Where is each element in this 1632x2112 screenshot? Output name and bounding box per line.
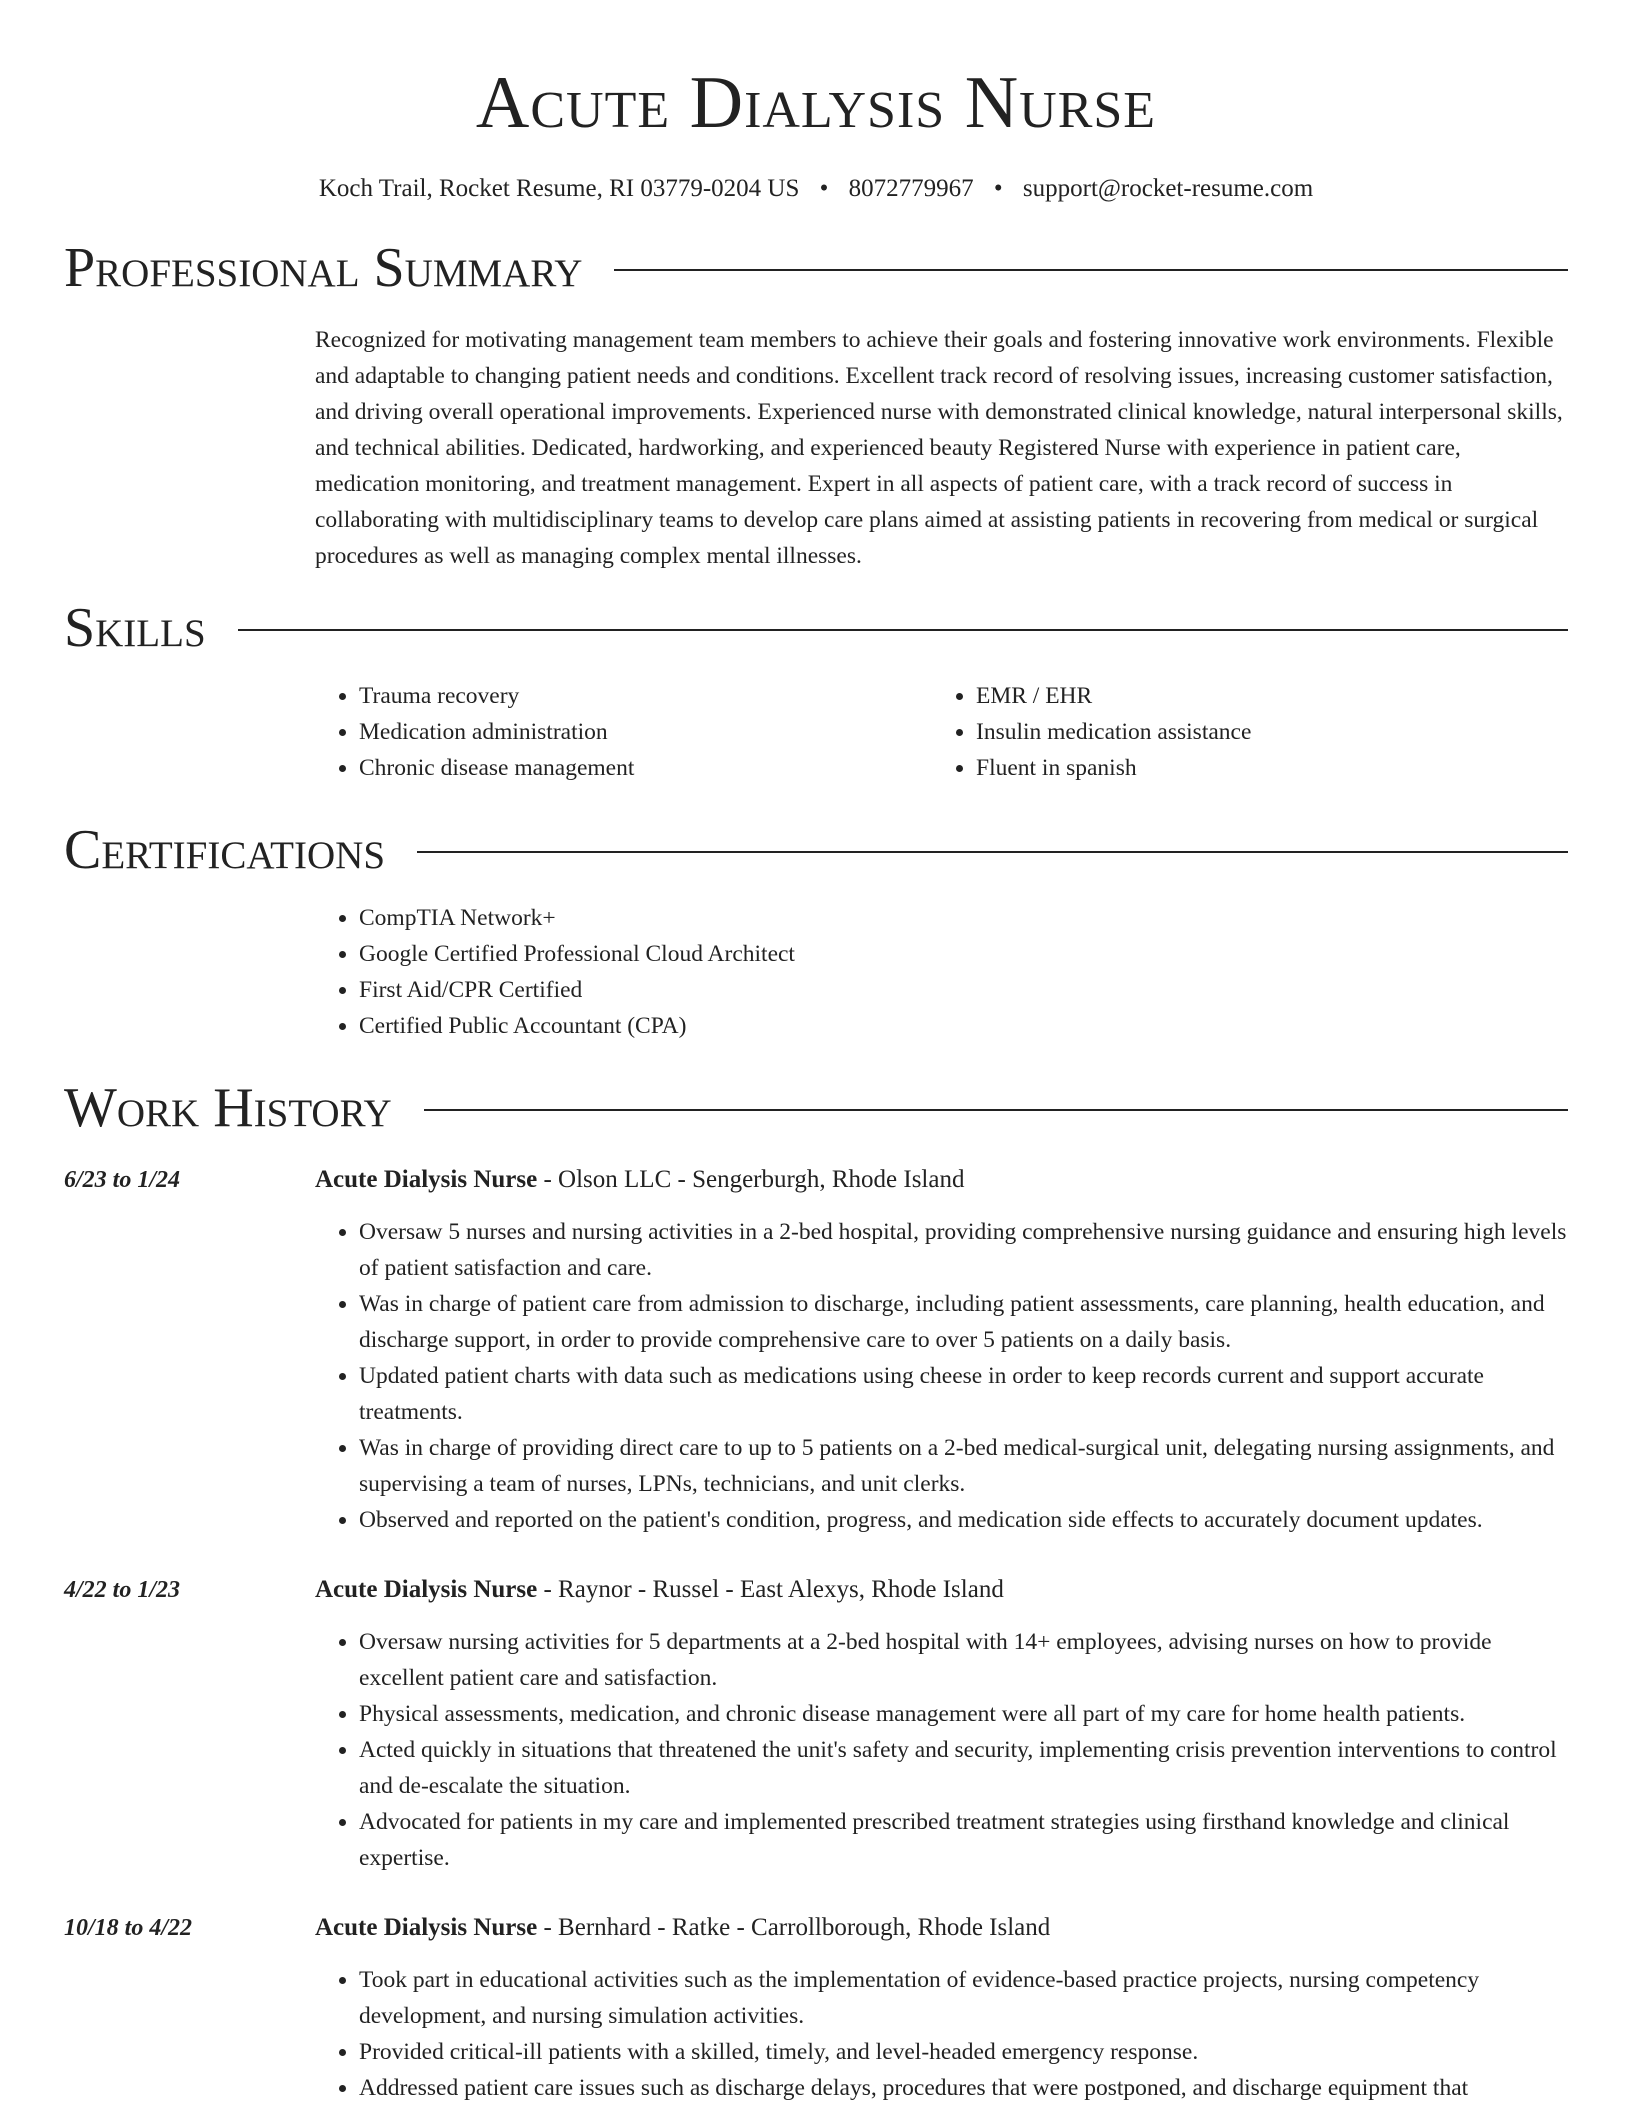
candidate-name: Acute Dialysis Nurse — [475, 62, 1157, 144]
job-details — [315, 1162, 1568, 1538]
skills-column-left — [315, 678, 932, 786]
job-title: Acute Dialysis Nurse — [315, 1166, 538, 1193]
job-entry — [64, 1572, 1568, 1876]
job-bullet: • Physical assessments, medication, and chronic disease management were all part of my care for home health patients. — [359, 1696, 1568, 1732]
job-bullet: • Oversaw nursing activities for 5 departments at a 2-bed hospital with 14+ employees, advising nurses on how to provide excellent patient care and satisfaction. — [359, 1624, 1568, 1696]
certifications-list — [315, 900, 1568, 1044]
skills-column-right — [932, 678, 1549, 786]
job-dates: 4/22 to 1/23 — [64, 1577, 181, 1603]
job-details — [315, 1572, 1568, 1876]
work-history-section — [0, 1076, 1632, 2106]
skill-item: • EMR / EHR — [976, 678, 1549, 714]
certification-item: • Certified Public Accountant (CPA) — [359, 1008, 1568, 1044]
job-employer: - Raynor - Russel - East Alexys, Rhode Island — [537, 1576, 1004, 1603]
section-title: Skills — [64, 597, 206, 659]
contact-address: Koch Trail, Rocket Resume, RI 03779-0204 US — [318, 175, 800, 202]
certifications-body — [64, 900, 1568, 1044]
section-title: Certifications — [64, 819, 386, 881]
section-title: Professional Summary — [64, 237, 583, 299]
skills-list-right — [932, 678, 1549, 786]
skills-grid — [64, 678, 1568, 786]
section-divider — [238, 629, 1568, 631]
job-title-line — [315, 1162, 1568, 1198]
certifications-section — [0, 818, 1632, 1044]
skill-item: • Fluent in spanish — [976, 750, 1549, 786]
contact-line — [0, 172, 1632, 206]
job-bullets — [315, 1624, 1568, 1876]
job-bullet: • Provided critical-ill patients with a skilled, timely, and level-headed emergency response. — [359, 2034, 1568, 2070]
job-employer: - Olson LLC - Sengerburgh, Rhode Island — [537, 1166, 965, 1193]
job-bullets — [315, 1214, 1568, 1538]
contact-separator: • — [819, 175, 829, 202]
contact-phone: 8072779967 — [848, 175, 974, 202]
job-title: Acute Dialysis Nurse — [315, 1576, 538, 1603]
job-bullet: • Observed and reported on the patient's condition, progress, and medication side effects to accurately document updates. — [359, 1502, 1568, 1538]
skill-item: • Medication administration — [359, 714, 932, 750]
certification-item: • Google Certified Professional Cloud Architect — [359, 936, 1568, 972]
job-title: Acute Dialysis Nurse — [315, 1914, 538, 1941]
job-entry — [64, 1910, 1568, 2106]
job-bullet: • Was in charge of patient care from admission to discharge, including patient assessments, care planning, health education, and discharge support, in order to provide comprehensive care to over 5 patients on a daily basis. — [359, 1286, 1568, 1358]
job-bullet: • Updated patient charts with data such as medications using cheese in order to keep records current and support accurate treatments. — [359, 1358, 1568, 1430]
section-title: Work History — [64, 1077, 392, 1139]
job-dates: 6/23 to 1/24 — [64, 1167, 181, 1193]
job-bullet: • Was in charge of providing direct care to up to 5 patients on a 2-bed medical-surgical unit, delegating nursing assignments, and supervising a team of nurses, LPNs, technicians, and unit clerks. — [359, 1430, 1568, 1502]
skill-item: • Trauma recovery — [359, 678, 932, 714]
job-dates: 10/18 to 4/22 — [64, 1915, 193, 1941]
job-bullet: • Acted quickly in situations that threatened the unit's safety and security, implementing crisis prevention interventions to control and de-escalate the situation. — [359, 1732, 1568, 1804]
section-header — [64, 236, 1568, 300]
section-divider — [424, 1109, 1568, 1111]
job-bullet: • Advocated for patients in my care and implemented prescribed treatment strategies using firsthand knowledge and clinical expertise. — [359, 1804, 1568, 1876]
skills-list-left — [315, 678, 932, 786]
section-divider — [614, 269, 1568, 271]
summary-section — [0, 236, 1632, 574]
contact-email: support@rocket-resume.com — [1022, 175, 1314, 202]
job-bullet: • Oversaw 5 nurses and nursing activities in a 2-bed hospital, providing comprehensive nursing guidance and ensuring high levels of patient satisfaction and care. — [359, 1214, 1568, 1286]
section-header — [64, 818, 1568, 882]
job-entry — [64, 1162, 1568, 1538]
section-divider — [417, 851, 1568, 853]
summary-body — [64, 322, 1568, 574]
skill-item: • Chronic disease management — [359, 750, 932, 786]
resume-header — [0, 0, 1632, 206]
skill-item: • Insulin medication assistance — [976, 714, 1549, 750]
job-employer: - Bernhard - Ratke - Carrollborough, Rhode Island — [537, 1914, 1051, 1941]
job-details — [315, 1910, 1568, 2106]
section-header — [64, 596, 1568, 660]
job-bullet: • Addressed patient care issues such as discharge delays, procedures that were postponed, and discharge equipment that — [359, 2070, 1568, 2106]
summary-text: Recognized for motivating management team members to achieve their goals and fostering innovative work environments. Flexible and adaptable to changing patient needs and conditions. Excellent track record of resolving issues, increasing customer satisfaction, and driving overall operational improvements. Experienced nurse with demonstrated clinical knowledge, natural interpersonal skills, and technical abilities. Dedicated, hardworking, and experienced beauty Registered Nurse with experience in patient care, medication monitoring, and treatment management. Expert in all aspects of patient care, with a track record of success in collaborating with multidisciplinary teams to develop care plans aimed at assisting patients in recovering from medical or surgical procedures as well as managing complex mental illnesses. — [315, 327, 1563, 569]
job-bullet: • Took part in educational activities such as the implementation of evidence-based practice projects, nursing competency development, and nursing simulation activities. — [359, 1962, 1568, 2034]
section-header — [64, 1076, 1568, 1140]
certification-item: • CompTIA Network+ — [359, 900, 1568, 936]
certification-item: • First Aid/CPR Certified — [359, 972, 1568, 1008]
job-bullets — [315, 1962, 1568, 2106]
job-title-line — [315, 1572, 1568, 1608]
contact-separator: • — [993, 175, 1003, 202]
job-title-line — [315, 1910, 1568, 1946]
skills-section — [0, 596, 1632, 786]
